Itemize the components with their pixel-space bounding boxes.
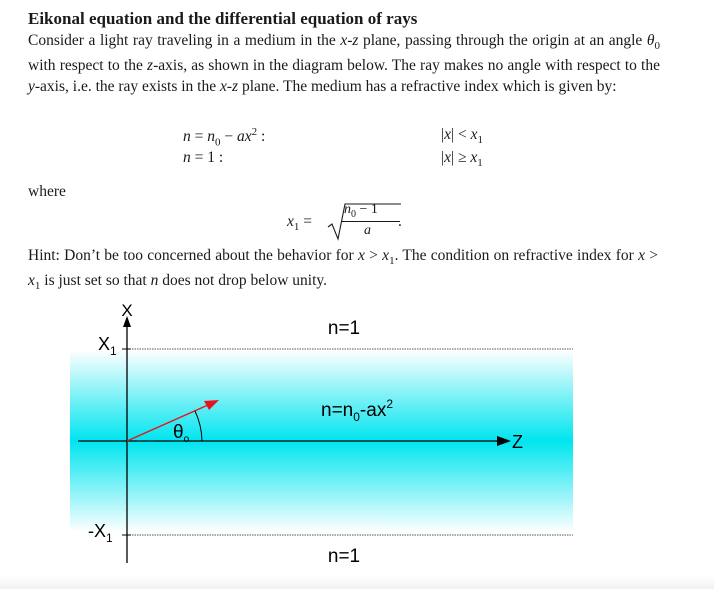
angle-label: $\theta_o$ [173,422,190,445]
where-label: where [28,183,66,200]
region-bottom-label: n=1 [327,546,361,567]
x1-lhs: $x_1$ = [287,213,313,234]
lower-boundary-label: $-X_1$ [88,521,113,545]
bottom-shadow-strip [0,575,714,589]
fraction-bar [342,221,400,222]
section-heading: Eikonal equation and the differential equation of rays [28,9,418,28]
x-axis-label: X [121,301,133,320]
equation-outer-condition: $|x| \ge x_1$ [441,149,483,170]
fraction-denominator: a [364,223,371,238]
region-middle-label: $n=n_0-ax^2$ [321,397,394,424]
equation-outer-formula: n = 1 : [183,149,224,166]
equation-inner-condition: $|x| < x_1$ [441,126,483,147]
z-axis-label: Z [512,432,523,452]
period: . [398,213,402,230]
region-top-label: n=1 [327,318,361,339]
intro-paragraph: Consider a light ray traveling in a medium in the x-z plane, passing through the origin at an angle $\theta_0$ with respect to the z-axis, as shown in the diagram below. The ray makes no angle with respect to the y-axis, i.e. the ray exists in the x-z plane. The medium has a refractive index which is given by: [28,32,660,95]
hint-paragraph: Hint: Don’t be too concerned about the behavior for $x > x_1$. The condition on refractive index for $x > x_1$ is just set so that n does not drop below unity. [28,247,658,293]
fraction-numerator: $n_0 - 1$ [344,202,378,220]
refractive-index-diagram [0,290,714,575]
upper-boundary-label: $X_1$ [98,334,117,358]
equation-inner-formula: $n = n_0 - ax^2$ : [183,126,266,149]
